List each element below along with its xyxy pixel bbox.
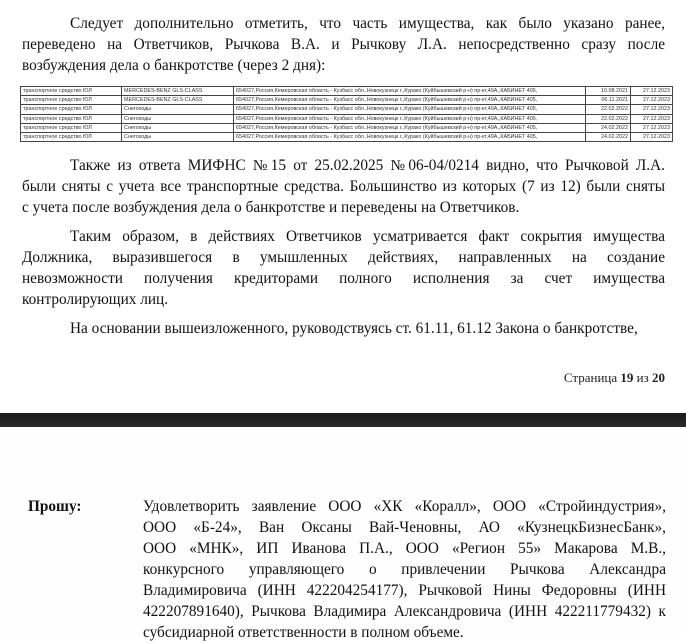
asset-type-cell: транспортное средство ЮЛ — [21, 96, 122, 105]
table-row — [21, 87, 673, 96]
asset-type-cell: транспортное средство ЮЛ — [21, 123, 122, 132]
asset-type-cell: транспортное средство ЮЛ — [21, 87, 122, 96]
deregistration-date-cell: 27.12.2023 — [631, 96, 673, 105]
asset-name-cell: Снегоходы — [122, 123, 234, 132]
deregistration-date-cell: 27.12.2023 — [631, 123, 673, 132]
paragraph-line: контролирующих лиц. — [22, 291, 169, 308]
asset-address-cell: 654027,Россия,Кемеровская область - Кузбасс обл.,Новокузнецк г.,Курако (Куйбышевский р-н) пр-кт,49А,,КАБИНЕТ 405, — [234, 123, 586, 132]
current-page: 19 — [620, 370, 634, 385]
request-line: Удовлетворить заявление ООО «ХК «Коралл», ООО «Стройиндустрия», — [143, 498, 666, 515]
request-line: ООО «Б-24», Ван Оксаны Вай-Ченовны, АО «КузнецкБизнесБанк», — [143, 519, 666, 536]
paragraph-line: Следует дополнительно отметить, что часть имущества, как было указано ранее, — [70, 15, 665, 32]
request-line: ООО «МНК», ИП Иванова П.А., ООО «Регион 55» Макарова М.В., — [143, 540, 666, 557]
request-body — [143, 496, 666, 643]
asset-address-cell: 654027,Россия,Кемеровская область - Кузбасс обл.,Новокузнецк г.,Курако (Куйбышевский р-н) пр-кт,49А,,КАБИНЕТ 405, — [234, 114, 586, 123]
registration-date-cell: 22.02.2022 — [586, 114, 631, 123]
paragraph-line: невозможности получения кредиторами полного исполнения за счет имущества — [22, 270, 665, 287]
request-line: субсидиарной ответственности в полном объеме. — [143, 624, 464, 641]
asset-type-cell: транспортное средство ЮЛ — [21, 114, 122, 123]
table-row — [21, 123, 673, 132]
asset-type-cell: транспортное средство ЮЛ — [21, 132, 122, 141]
asset-name-cell: MERCEDES-BENZ GLS-CLASS — [122, 96, 234, 105]
request-line: 422207891640), Рычкова Владимира Александровича (ИНН 422211779432) к — [143, 603, 666, 620]
paragraph-line: Также из ответа МИФНС №15 от 25.02.2025 №06-04/0214 видно, что Рычковой Л.А. — [70, 157, 665, 174]
table-row — [21, 114, 673, 123]
total-pages: 20 — [652, 370, 665, 385]
paragraph-tax-response — [22, 155, 665, 218]
request-line: конкурсного управляющего о привлечении Рычкова Александра — [143, 561, 666, 578]
registration-date-cell: 22.02.2022 — [586, 105, 631, 114]
deregistration-date-cell: 27.12.2023 — [631, 105, 673, 114]
page-separator — [0, 413, 686, 427]
table-row — [21, 132, 673, 141]
paragraph-line: возбуждения дела о банкротстве (через 2 дня): — [22, 57, 326, 74]
page-number: Страница 19 из 20 — [563, 370, 665, 385]
deregistration-date-cell: 27.12.2023 — [631, 114, 673, 123]
paragraph-asset-transfer — [22, 13, 665, 76]
asset-address-cell: 654027,Россия,Кемеровская область - Кузбасс обл.,Новокузнецк г.,Курако (Куйбышевский р-н) пр-кт,49А,,КАБИНЕТ 405, — [234, 105, 586, 114]
registration-date-cell: 10.08.2021 — [586, 87, 631, 96]
table-row — [21, 96, 673, 105]
asset-name-cell: Снегоходы — [122, 132, 234, 141]
paragraph-line: Таким образом, в действиях Ответчиков усматривается факт сокрытия имущества — [70, 228, 665, 245]
asset-address-cell: 654027,Россия,Кемеровская область - Кузбасс обл.,Новокузнецк г.,Курако (Куйбышевский р-н) пр-кт,49А,,КАБИНЕТ 405, — [234, 96, 586, 105]
paragraph-line: были сняты с учета все транспортные средства. Большинство из которых (7 из 12) были сняты — [22, 178, 665, 195]
registration-date-cell: 24.02.2022 — [586, 123, 631, 132]
asset-name-cell: MERCEDES-BENZ GLS-CLASS — [122, 87, 234, 96]
asset-type-cell: транспортное средство ЮЛ — [21, 105, 122, 114]
asset-address-cell: 654027,Россия,Кемеровская область - Кузбасс обл.,Новокузнецк г.,Курако (Куйбышевский р-н) пр-кт,49А,,КАБИНЕТ 405, — [234, 132, 586, 141]
registration-date-cell: 06.11.2021 — [586, 96, 631, 105]
paragraph-legal-basis — [22, 318, 665, 339]
paragraph-line: Должника, выразившегося в умышленных действиях, направленных на создание — [22, 249, 665, 266]
paragraph-line: переведено на Ответчиков, Рычкова В.А. и Рычкову Л.А. непосредственно сразу после — [22, 36, 665, 53]
request-label: Прошу: — [28, 498, 82, 515]
request-line: Владимировича (ИНН 422204254177), Рычковой Нины Федоровны (ИНН — [143, 582, 666, 599]
asset-address-cell: 654027,Россия,Кемеровская область - Кузбасс обл.,Новокузнецк г.,Курако (Куйбышевский р-н) пр-кт,49А,,КАБИНЕТ 405, — [234, 87, 586, 96]
asset-name-cell: Снегоходы — [122, 105, 234, 114]
registration-date-cell: 24.02.2022 — [586, 132, 631, 141]
assets-table — [20, 86, 673, 142]
deregistration-date-cell: 27.12.2023 — [631, 87, 673, 96]
asset-name-cell: Снегоходы — [122, 114, 234, 123]
deregistration-date-cell: 27.12.2023 — [631, 132, 673, 141]
table-row — [21, 105, 673, 114]
paragraph-line: На основании вышеизложенного, руководствуясь ст. 61.11, 61.12 Закона о банкротстве, — [70, 320, 638, 337]
paragraph-line: с учета после возбуждения дела о банкротстве и переведены на Ответчиков. — [22, 199, 520, 216]
paragraph-conclusion — [22, 226, 665, 310]
